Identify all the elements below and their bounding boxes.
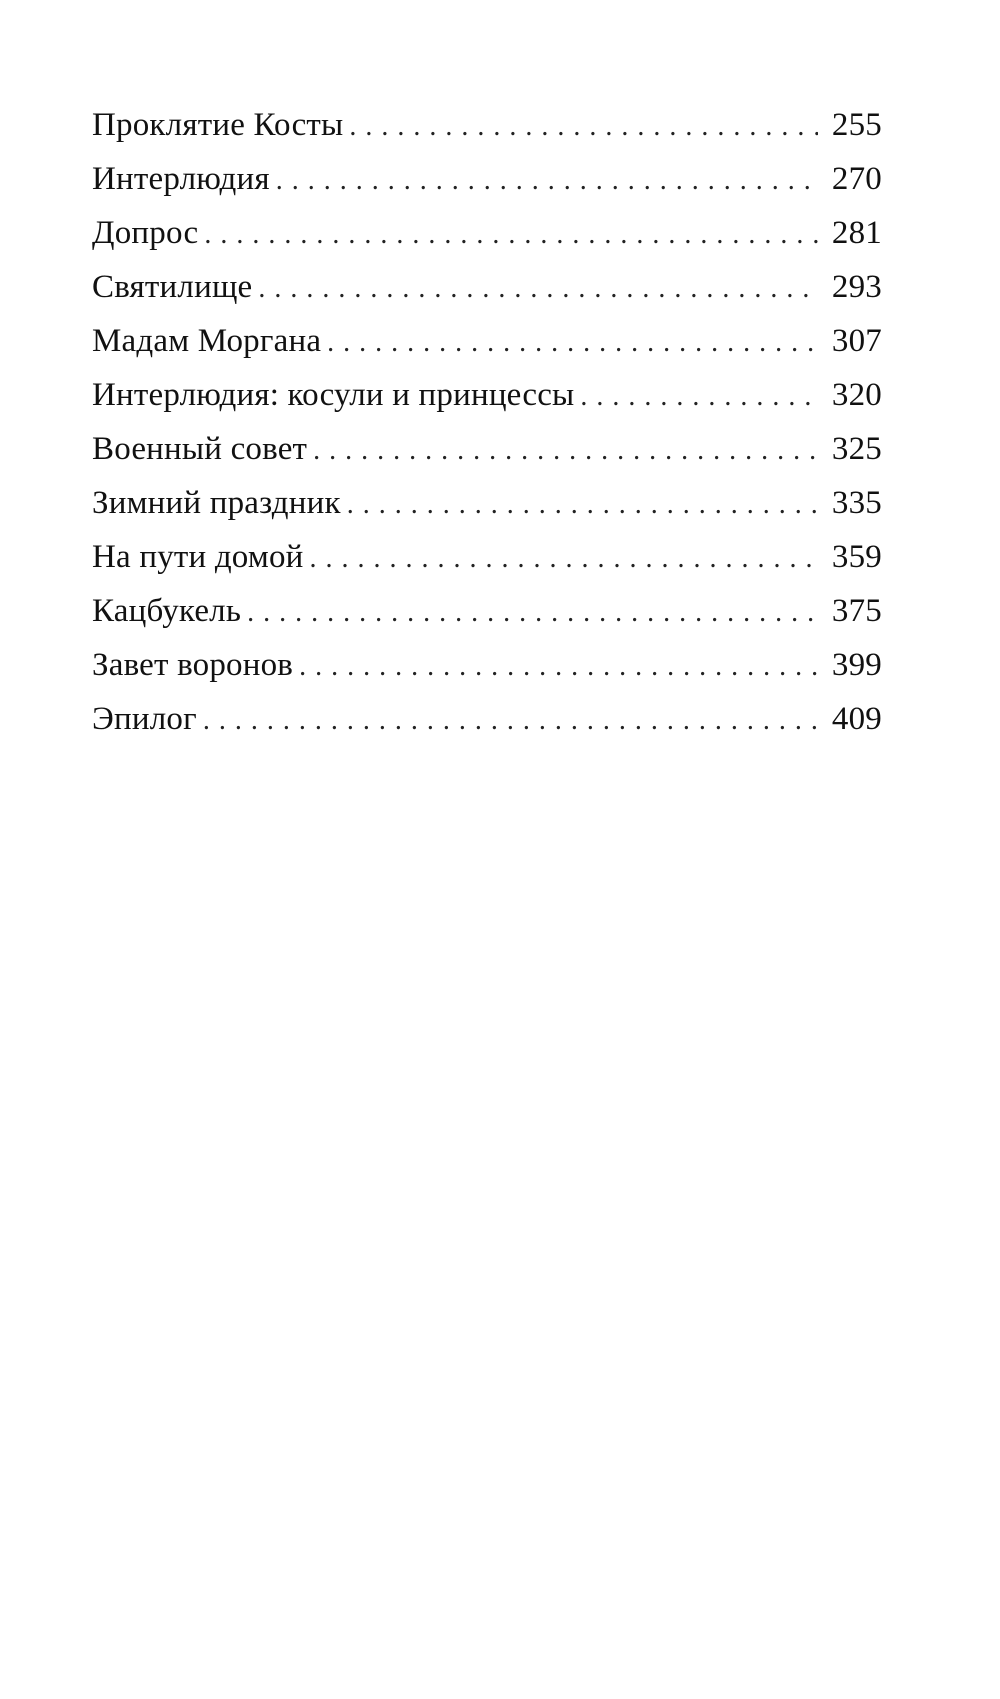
toc-entry-title: Допрос [92, 215, 199, 251]
toc-entry-page: 335 [831, 485, 882, 521]
dot-leader [204, 208, 818, 262]
toc-entry [92, 692, 882, 746]
dot-leader [299, 640, 818, 694]
toc-entry-title: Интерлюдия: косули и принцессы [92, 377, 575, 413]
toc-entry-title: Завет воронов [92, 647, 294, 683]
toc-entry-page: 325 [831, 431, 882, 467]
toc-entry [92, 206, 882, 260]
dot-leader [276, 154, 818, 208]
toc-entry-title: Зимний праздник [92, 485, 341, 521]
toc-entry-page: 359 [831, 539, 882, 575]
toc-entry [92, 368, 882, 422]
toc-entry-page: 255 [831, 107, 882, 143]
toc-entry [92, 152, 882, 206]
dot-leader [203, 694, 818, 748]
toc-entry-title: Проклятие Косты [92, 107, 344, 143]
dot-leader [313, 424, 818, 478]
toc-entry [92, 422, 882, 476]
toc-entry-page: 307 [831, 323, 882, 359]
dot-leader [310, 532, 818, 586]
toc-entry-title: Военный совет [92, 431, 308, 467]
toc-entry [92, 314, 882, 368]
toc-entry-title: На пути домой [92, 539, 304, 575]
toc-entry-page: 320 [831, 377, 882, 413]
toc-entry-title: Мадам Моргана [92, 323, 322, 359]
dot-leader [247, 586, 818, 640]
dot-leader [347, 478, 818, 532]
toc-entry [92, 584, 882, 638]
toc-entry-title: Святилище [92, 269, 253, 305]
toc-entry-page: 293 [831, 269, 882, 305]
table-of-contents [92, 98, 882, 746]
toc-entry-title: Эпилог [92, 701, 197, 737]
toc-entry-title: Кацбукель [92, 593, 242, 629]
toc-entry [92, 260, 882, 314]
dot-leader [349, 100, 818, 154]
toc-entry-page: 270 [831, 161, 882, 197]
toc-entry-page: 409 [831, 701, 882, 737]
toc-entry [92, 476, 882, 530]
toc-entry-title: Интерлюдия [92, 161, 270, 197]
dot-leader [580, 370, 818, 424]
toc-entry [92, 530, 882, 584]
toc-entry-page: 281 [831, 215, 882, 251]
toc-entry [92, 638, 882, 692]
toc-entry-page: 375 [831, 593, 882, 629]
toc-entry-page: 399 [831, 647, 882, 683]
toc-entry [92, 98, 882, 152]
dot-leader [327, 316, 818, 370]
dot-leader [258, 262, 818, 316]
